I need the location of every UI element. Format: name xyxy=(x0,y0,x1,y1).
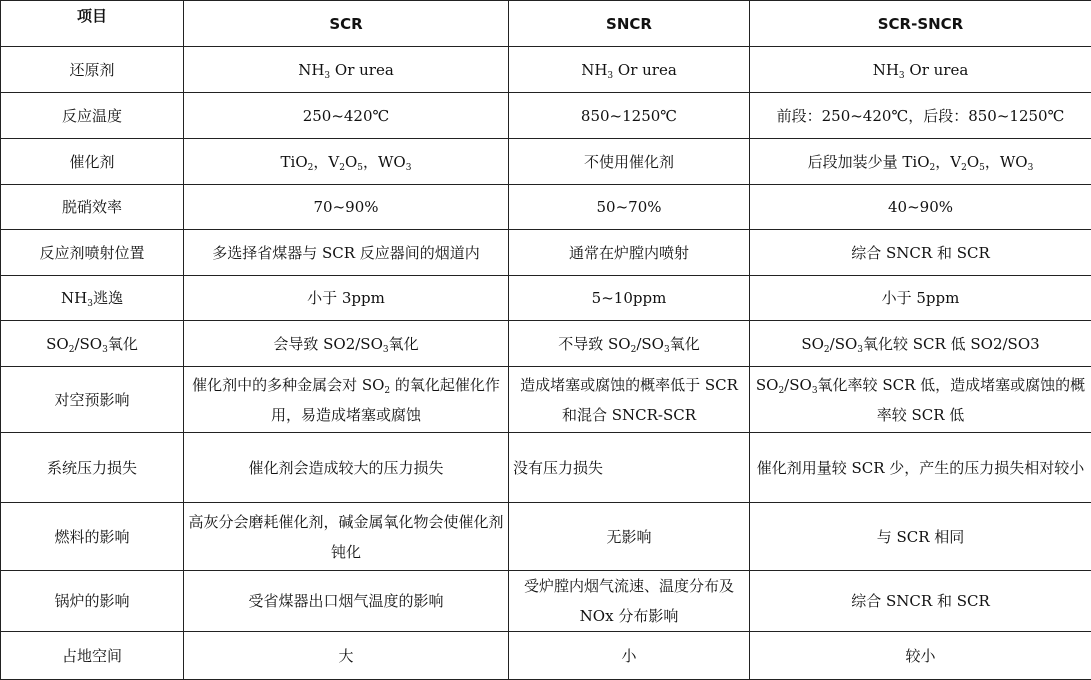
scr-sncr-cell-fuel-impact: 与 SCR 相同 xyxy=(750,503,1091,571)
scr-cell-boiler-impact: 受省煤器出口烟气温度的影响 xyxy=(184,571,509,632)
header-sncr: SNCR xyxy=(509,1,750,47)
row-label-reductant: 还原剂 xyxy=(1,47,184,93)
scr-cell-footprint: 大 xyxy=(184,632,509,680)
scr-cell-injection-position: 多选择省煤器与 SCR 反应器间的烟道内 xyxy=(184,230,509,276)
table-body xyxy=(1,47,1091,680)
row-label-denitration-efficiency: 脱硝效率 xyxy=(1,185,184,230)
table-row-so2-oxidation xyxy=(1,321,1091,367)
row-label-nh3-slip: $NH_3$逃逸 xyxy=(1,276,184,321)
row-label-catalyst: 催化剂 xyxy=(1,139,184,185)
scr-sncr-cell-nh3-slip: 小于 5ppm xyxy=(750,276,1091,321)
scr-cell-so2-oxidation: 会导致 $SO2/SO_3$氧化 xyxy=(184,321,509,367)
table-row-injection-position xyxy=(1,230,1091,276)
row-label-air-preheater-impact: 对空预影响 xyxy=(1,367,184,433)
table-row-nh3-slip xyxy=(1,276,1091,321)
scr-cell-reductant: $NH_3$ Or urea xyxy=(184,47,509,93)
row-label-so2-oxidation: $SO_2/SO_3$氧化 xyxy=(1,321,184,367)
scr-sncr-cell-footprint: 较小 xyxy=(750,632,1091,680)
table-row-catalyst xyxy=(1,139,1091,185)
scr-sncr-cell-pressure-loss: 催化剂用量较 SCR 少，产生的压力损失相对较小 xyxy=(750,433,1091,503)
scr-sncr-cell-reaction-temperature: 前段：250~420℃，后段：850~1250℃ xyxy=(750,93,1091,139)
sncr-cell-boiler-impact: 受炉膛内烟气流速、温度分布及 NOx 分布影响 xyxy=(509,571,750,632)
header-scr-sncr: SCR-SNCR xyxy=(750,1,1091,47)
table-row-air-preheater-impact xyxy=(1,367,1091,433)
header-scr: SCR xyxy=(184,1,509,47)
sncr-cell-pressure-loss: 没有压力损失 xyxy=(509,433,750,503)
sncr-cell-injection-position: 通常在炉膛内喷射 xyxy=(509,230,750,276)
table-row-reaction-temperature xyxy=(1,93,1091,139)
table-row-footprint xyxy=(1,632,1091,680)
scr-cell-nh3-slip: 小于 3ppm xyxy=(184,276,509,321)
scr-sncr-cell-air-preheater-impact: $SO_2/SO_3$氧化率较 SCR 低，造成堵塞或腐蚀的概率较 SCR 低 xyxy=(750,367,1091,433)
scr-cell-fuel-impact: 高灰分会磨耗催化剂，碱金属氧化物会使催化剂钝化 xyxy=(184,503,509,571)
scr-cell-air-preheater-impact: 催化剂中的多种金属会对 $SO_2$ 的氧化起催化作用，易造成堵塞或腐蚀 xyxy=(184,367,509,433)
sncr-cell-catalyst: 不使用催化剂 xyxy=(509,139,750,185)
row-label-reaction-temperature: 反应温度 xyxy=(1,93,184,139)
row-label-boiler-impact: 锅炉的影响 xyxy=(1,571,184,632)
table-row-denitration-efficiency xyxy=(1,185,1091,230)
scr-cell-denitration-efficiency: 70~90% xyxy=(184,185,509,230)
table-row-fuel-impact xyxy=(1,503,1091,571)
scr-sncr-cell-reductant: $NH_3$ Or urea xyxy=(750,47,1091,93)
scr-sncr-cell-injection-position: 综合 SNCR 和 SCR xyxy=(750,230,1091,276)
header-row xyxy=(1,1,1091,47)
sncr-cell-air-preheater-impact: 造成堵塞或腐蚀的概率低于 SCR 和混合 SNCR-SCR xyxy=(509,367,750,433)
scr-cell-catalyst: TiO$_2$，$V_2O_5$，$WO_3$ xyxy=(184,139,509,185)
header-item: 项目 xyxy=(1,1,184,47)
sncr-cell-fuel-impact: 无影响 xyxy=(509,503,750,571)
scr-cell-pressure-loss: 催化剂会造成较大的压力损失 xyxy=(184,433,509,503)
row-label-pressure-loss: 系统压力损失 xyxy=(1,433,184,503)
sncr-cell-footprint: 小 xyxy=(509,632,750,680)
sncr-cell-denitration-efficiency: 50~70% xyxy=(509,185,750,230)
row-label-footprint: 占地空间 xyxy=(1,632,184,680)
sncr-cell-reductant: $NH_3$ Or urea xyxy=(509,47,750,93)
scr-sncr-cell-denitration-efficiency: 40~90% xyxy=(750,185,1091,230)
sncr-cell-so2-oxidation: 不导致 $SO_2/SO_3$氧化 xyxy=(509,321,750,367)
table-row-boiler-impact xyxy=(1,571,1091,632)
scr-sncr-cell-boiler-impact: 综合 SNCR 和 SCR xyxy=(750,571,1091,632)
sncr-cell-nh3-slip: 5~10ppm xyxy=(509,276,750,321)
table-row-pressure-loss xyxy=(1,433,1091,503)
scr-sncr-cell-catalyst: 后段加装少量 TiO$_2$，$V_2O_5$，$WO_3$ xyxy=(750,139,1091,185)
scr-cell-reaction-temperature: 250~420℃ xyxy=(184,93,509,139)
table-row-reductant xyxy=(1,47,1091,93)
row-label-injection-position: 反应剂喷射位置 xyxy=(1,230,184,276)
scr-sncr-cell-so2-oxidation: $SO_2/SO_3$氧化较 SCR 低 SO2/SO3 xyxy=(750,321,1091,367)
sncr-cell-reaction-temperature: 850~1250℃ xyxy=(509,93,750,139)
row-label-fuel-impact: 燃料的影响 xyxy=(1,503,184,571)
